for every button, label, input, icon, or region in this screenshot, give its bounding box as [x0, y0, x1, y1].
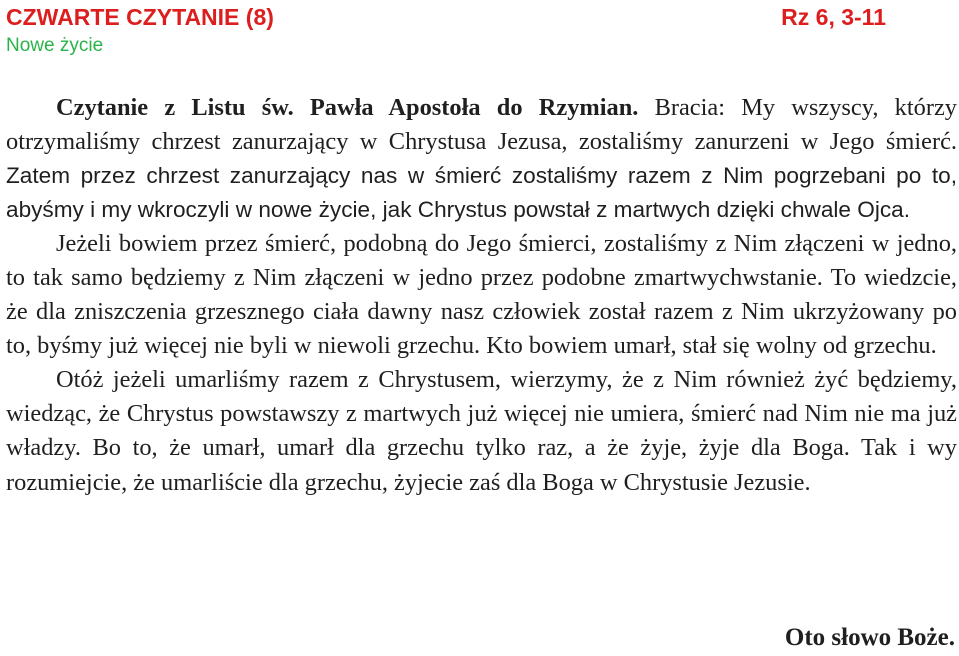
reading-body [6, 91, 957, 500]
paragraph-1 [6, 91, 957, 227]
reading-intro: Czytanie z Listu św. Pawła Apostoła do Rzymian. [56, 94, 639, 121]
reading-title: CZWARTE CZYTANIE (8) [6, 4, 274, 30]
closing-acclamation: Oto słowo Boże. [784, 624, 955, 651]
paragraph-1-text-b: Zatem przez chrzest zanurzający nas w śmierć zostaliśmy razem z Nim pogrzebani po to, abyśmy i my wkroczyli w nowe życie, jak Chrystus powstał z martwych dzięki chwale Ojca. [6, 163, 957, 223]
reading-header [6, 4, 886, 34]
paragraph-2: Jeżeli bowiem przez śmierć, podobną do Jego śmierci, zostaliśmy z Nim złączeni w jedno, to tak samo będziemy z Nim złączeni w jedno przez podobne zmartwychwstanie. To wiedzcie, że dla zniszczenia grzesznego ciała dawny nasz człowiek został razem z Nim ukrzyżowany po to, byśmy już więcej nie byli w niewoli grzechu. Kto bowiem umarł, stał się wolny od grzechu. [6, 230, 957, 360]
paragraph-1-text-a: Bracia: My wszyscy, którzy otrzymaliśmy chrzest zanurzający w Chrystusa Jezusa, zostaliśmy zanurzeni w Jego śmierć. [6, 94, 957, 156]
paragraph-3: Otóż jeżeli umarliśmy razem z Chrystusem, wierzymy, że z Nim również żyć będziemy, wiedząc, że Chrystus powstawszy z martwych już więcej nie umiera, śmierć nad Nim nie ma już władzy. Bo to, że umarł, umarł dla grzechu tylko raz, a że żyje, żyje dla Boga. Tak i wy rozumiejcie, że umarliście dla grzechu, żyjecie zaś dla Boga w Chrystusie Jezusie. [6, 366, 957, 496]
scripture-reference: Rz 6, 3-11 [781, 4, 886, 30]
reading-subtitle: Nowe życie [6, 35, 104, 56]
